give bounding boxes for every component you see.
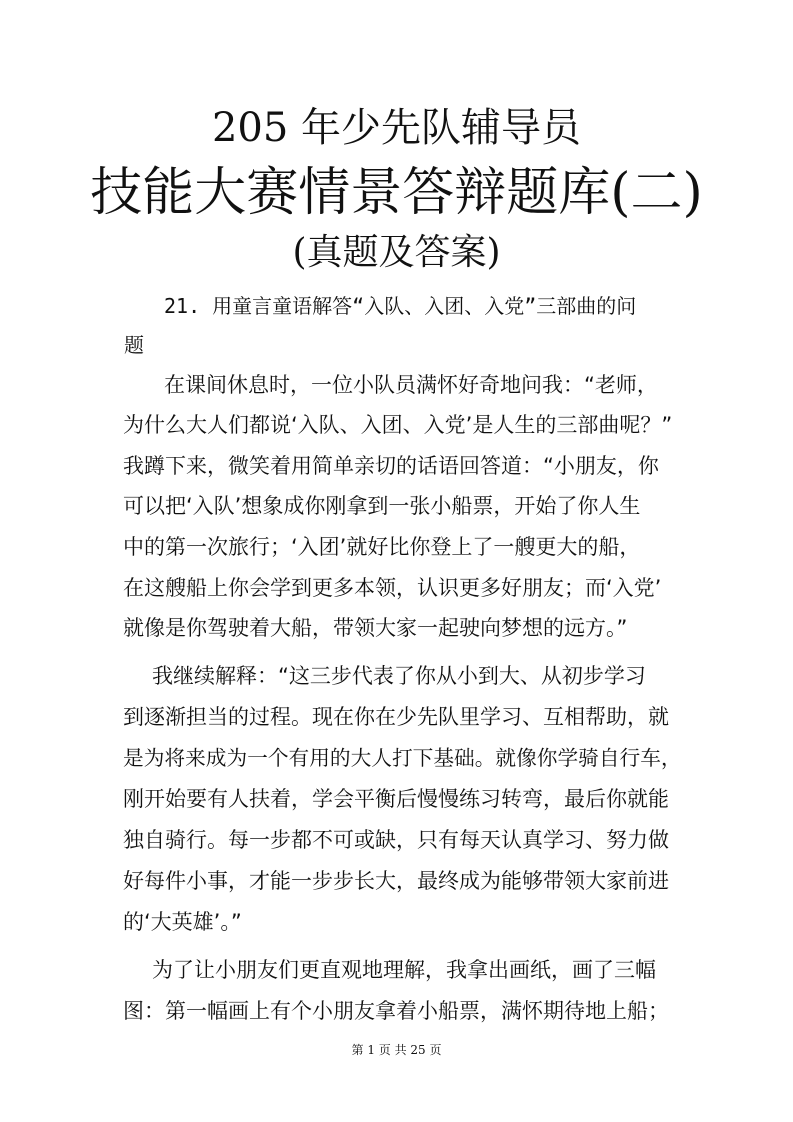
paragraph-1-line: 为什么大人们都说‘入队、入团、入党’是人生的三部曲呢？” xyxy=(123,413,673,437)
paragraph-1-line: 我蹲下来，微笑着用简单亲切的话语回答道：“小朋友，你 xyxy=(123,454,659,478)
paragraph-2-line: 的‘大英雄’。” xyxy=(123,910,242,934)
paragraph-3-line: 图：第一幅画上有个小朋友拿着小船票，满怀期待地上船； xyxy=(123,999,669,1023)
paragraph-1-line: 在这艘船上你会学到更多本领，认识更多好朋友；而‘入党’ xyxy=(123,576,662,600)
title-line-1: 205 年少先队辅导员 xyxy=(211,105,582,151)
paragraph-3-line: 为了让小朋友们更直观地理解，我拿出画纸，画了三幅 xyxy=(152,958,656,982)
title-line-3: (真题及答案) xyxy=(292,232,501,273)
paragraph-1-line: 就像是你驾驶着大船，带领大家一起驶向梦想的远方。” xyxy=(123,616,628,640)
paragraph-1-line: 可以把‘入队’想象成你刚拿到一张小船票，开始了你人生 xyxy=(123,494,641,518)
paragraph-2-line: 是为将来成为一个有用的大人打下基础。就像你学骑自行车， xyxy=(123,746,682,770)
question-heading-line-2: 题 xyxy=(124,333,144,357)
paragraph-2-line: 我继续解释：“这三步代表了你从小到大、从初步学习 xyxy=(152,664,646,688)
paragraph-1-line: 在课间休息时，一位小队员满怀好奇地问我：“老师， xyxy=(164,373,658,397)
paragraph-2-line: 刚开始要有人扶着，学会平衡后慢慢练习转弯，最后你就能 xyxy=(123,787,669,811)
paragraph-2-line: 独自骑行。每一步都不可或缺，只有每天认真学习、努力做 xyxy=(123,828,669,852)
paragraph-1-line: 中的第一次旅行；‘入团’就好比你登上了一艘更大的船， xyxy=(123,535,641,559)
page-number-footer: 第 1 页 共 25 页 xyxy=(351,1043,442,1057)
paragraph-2-line: 到逐渐担当的过程。现在你在少先队里学习、互相帮助，就 xyxy=(123,705,669,729)
title-line-2: 技能大赛情景答辩题库(二) xyxy=(90,163,703,223)
question-heading-line-1: 21. 用童言童语解答“入队、入团、入党”三部曲的问 xyxy=(164,294,637,318)
paragraph-2-line: 好每件小事，才能一步步长大，最终成为能够带领大家前进 xyxy=(123,869,669,893)
